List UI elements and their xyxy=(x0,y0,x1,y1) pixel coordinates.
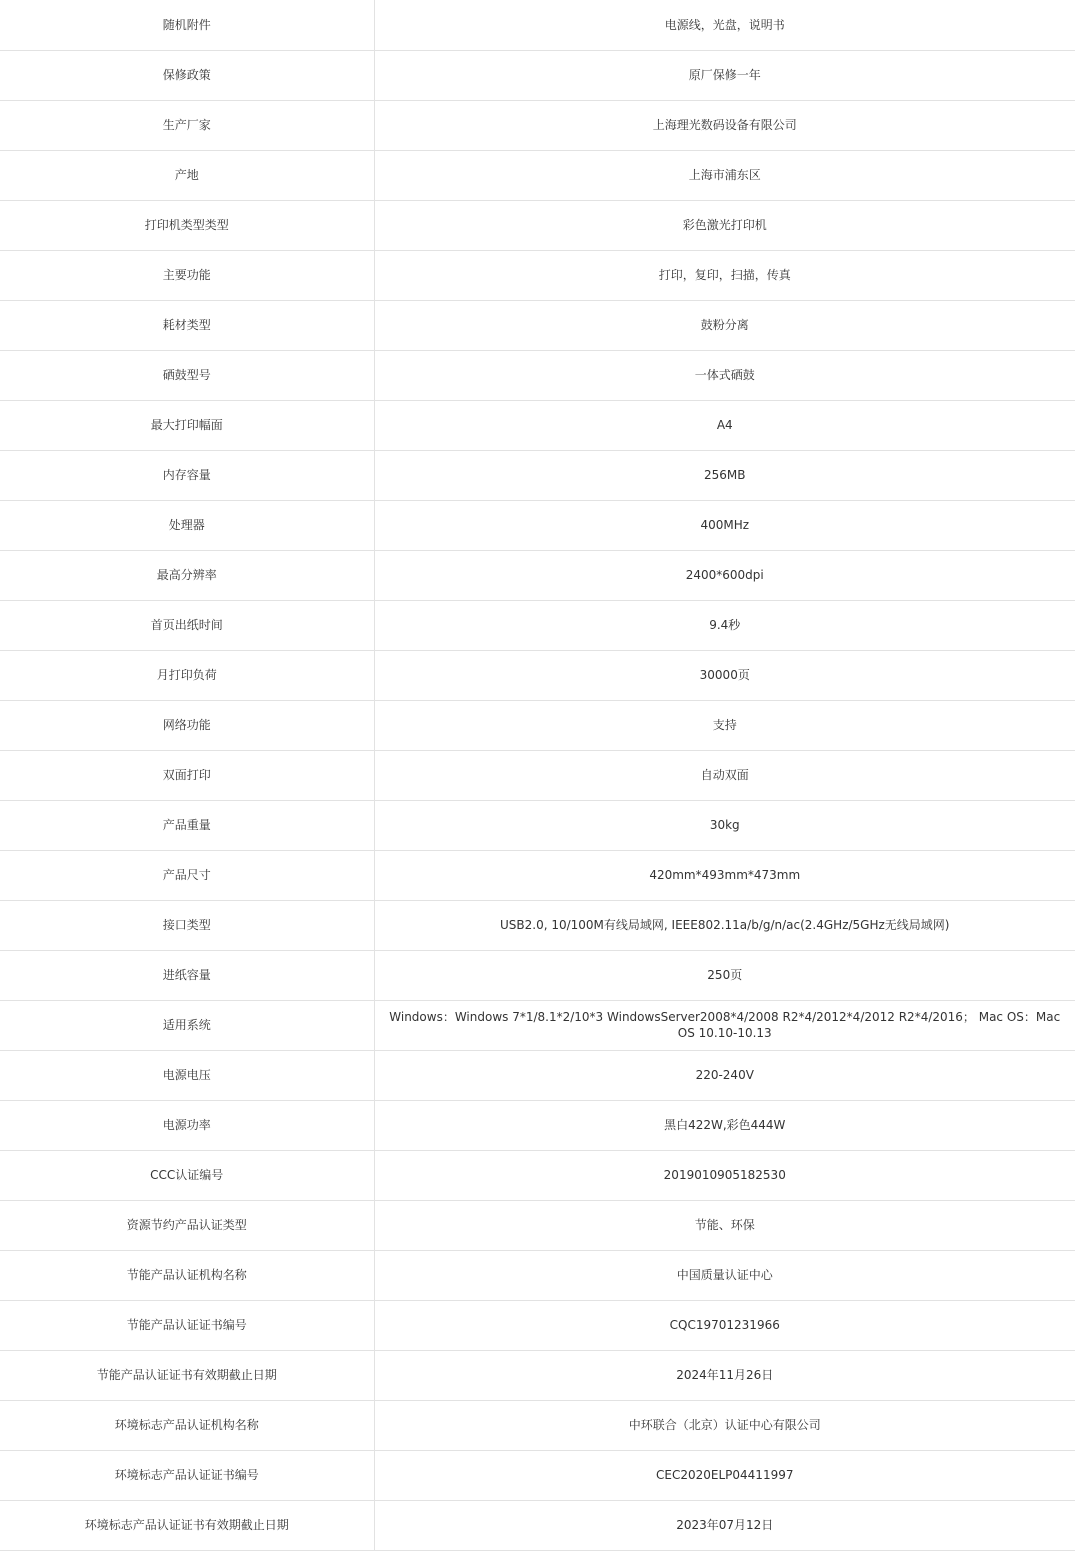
spec-value: 256MB xyxy=(374,450,1075,500)
spec-label: 内存容量 xyxy=(0,450,374,500)
spec-value: USB2.0, 10/100M有线局域网, IEEE802.11a/b/g/n/ac(2.4GHz/5GHz无线局域网) xyxy=(374,900,1075,950)
spec-value: Windows：Windows 7*1/8.1*2/10*3 WindowsServer2008*4/2008 R2*4/2012*4/2012 R2*4/2016； Mac OS：Mac OS 10.10-10.13 xyxy=(374,1000,1075,1050)
spec-row xyxy=(0,250,1075,300)
spec-label: 双面打印 xyxy=(0,750,374,800)
spec-value: 黑白422W,彩色444W xyxy=(374,1100,1075,1150)
spec-row xyxy=(0,450,1075,500)
spec-label: 耗材类型 xyxy=(0,300,374,350)
spec-label: 进纸容量 xyxy=(0,950,374,1000)
spec-row xyxy=(0,400,1075,450)
spec-label: 随机附件 xyxy=(0,0,374,50)
spec-label: 产品重量 xyxy=(0,800,374,850)
spec-label: 处理器 xyxy=(0,500,374,550)
spec-label: 节能产品认证证书编号 xyxy=(0,1300,374,1350)
spec-value: 自动双面 xyxy=(374,750,1075,800)
spec-row xyxy=(0,150,1075,200)
spec-label: 环境标志产品认证证书有效期截止日期 xyxy=(0,1500,374,1550)
spec-label: 最高分辨率 xyxy=(0,550,374,600)
spec-row xyxy=(0,100,1075,150)
spec-row xyxy=(0,750,1075,800)
spec-row xyxy=(0,550,1075,600)
spec-value: 鼓粉分离 xyxy=(374,300,1075,350)
spec-row xyxy=(0,200,1075,250)
spec-value: 250页 xyxy=(374,950,1075,1000)
spec-label: 首页出纸时间 xyxy=(0,600,374,650)
spec-value: 上海市浦东区 xyxy=(374,150,1075,200)
spec-row xyxy=(0,1500,1075,1550)
spec-row xyxy=(0,800,1075,850)
spec-row xyxy=(0,1450,1075,1500)
spec-value: 2019010905182530 xyxy=(374,1150,1075,1200)
spec-row xyxy=(0,1350,1075,1400)
spec-value: 上海理光数码设备有限公司 xyxy=(374,100,1075,150)
spec-value: 中国质量认证中心 xyxy=(374,1250,1075,1300)
spec-row xyxy=(0,900,1075,950)
spec-value: 电源线，光盘，说明书 xyxy=(374,0,1075,50)
spec-value: 9.4秒 xyxy=(374,600,1075,650)
spec-value: CEC2020ELP04411997 xyxy=(374,1450,1075,1500)
spec-value: 220-240V xyxy=(374,1050,1075,1100)
spec-row xyxy=(0,1100,1075,1150)
spec-row xyxy=(0,1150,1075,1200)
spec-label: 网络功能 xyxy=(0,700,374,750)
spec-row xyxy=(0,700,1075,750)
spec-value: CQC19701231966 xyxy=(374,1300,1075,1350)
spec-label: CCC认证编号 xyxy=(0,1150,374,1200)
spec-value: 2024年11月26日 xyxy=(374,1350,1075,1400)
spec-label: 保修政策 xyxy=(0,50,374,100)
spec-value: 一体式硒鼓 xyxy=(374,350,1075,400)
spec-row xyxy=(0,1200,1075,1250)
spec-label: 环境标志产品认证证书编号 xyxy=(0,1450,374,1500)
spec-row xyxy=(0,1000,1075,1050)
spec-label: 电源电压 xyxy=(0,1050,374,1100)
spec-label: 适用系统 xyxy=(0,1000,374,1050)
spec-row xyxy=(0,1400,1075,1450)
spec-value: 30kg xyxy=(374,800,1075,850)
spec-label: 产品尺寸 xyxy=(0,850,374,900)
spec-row xyxy=(0,300,1075,350)
spec-row xyxy=(0,850,1075,900)
spec-value: A4 xyxy=(374,400,1075,450)
spec-value: 中环联合（北京）认证中心有限公司 xyxy=(374,1400,1075,1450)
spec-label: 节能产品认证机构名称 xyxy=(0,1250,374,1300)
spec-label: 环境标志产品认证机构名称 xyxy=(0,1400,374,1450)
spec-row xyxy=(0,950,1075,1000)
spec-label: 主要功能 xyxy=(0,250,374,300)
spec-row xyxy=(0,350,1075,400)
spec-label: 资源节约产品认证类型 xyxy=(0,1200,374,1250)
spec-value: 2400*600dpi xyxy=(374,550,1075,600)
spec-value: 支持 xyxy=(374,700,1075,750)
spec-row xyxy=(0,600,1075,650)
spec-row xyxy=(0,1300,1075,1350)
spec-row xyxy=(0,50,1075,100)
spec-value: 打印，复印，扫描，传真 xyxy=(374,250,1075,300)
spec-value: 原厂保修一年 xyxy=(374,50,1075,100)
spec-value: 彩色激光打印机 xyxy=(374,200,1075,250)
spec-value: 420mm*493mm*473mm xyxy=(374,850,1075,900)
spec-label: 电源功率 xyxy=(0,1100,374,1150)
spec-row xyxy=(0,1050,1075,1100)
spec-label: 最大打印幅面 xyxy=(0,400,374,450)
spec-row xyxy=(0,650,1075,700)
spec-label: 产地 xyxy=(0,150,374,200)
spec-label: 节能产品认证证书有效期截止日期 xyxy=(0,1350,374,1400)
spec-label: 硒鼓型号 xyxy=(0,350,374,400)
spec-row xyxy=(0,1250,1075,1300)
spec-value: 400MHz xyxy=(374,500,1075,550)
spec-value: 2023年07月12日 xyxy=(374,1500,1075,1550)
spec-label: 打印机类型类型 xyxy=(0,200,374,250)
spec-value: 节能、环保 xyxy=(374,1200,1075,1250)
spec-label: 接口类型 xyxy=(0,900,374,950)
spec-row xyxy=(0,500,1075,550)
spec-label: 月打印负荷 xyxy=(0,650,374,700)
spec-label: 生产厂家 xyxy=(0,100,374,150)
spec-value: 30000页 xyxy=(374,650,1075,700)
spec-row xyxy=(0,0,1075,50)
